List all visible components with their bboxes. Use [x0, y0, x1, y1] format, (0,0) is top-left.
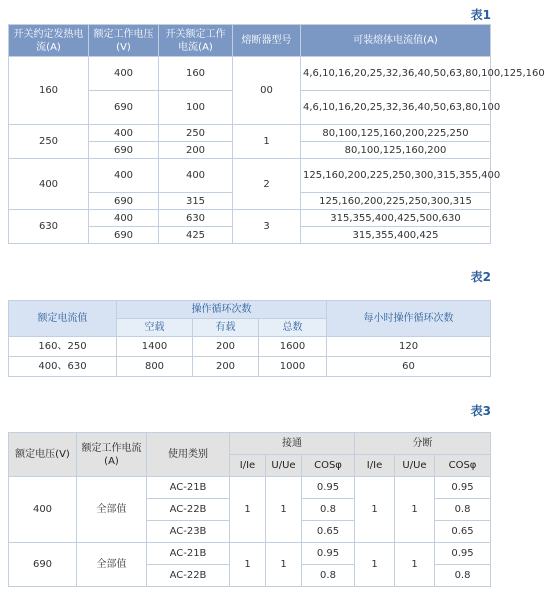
- cell-break-cos: 0.8: [435, 565, 491, 587]
- subheader-make-i: I/Ie: [230, 455, 266, 477]
- header-make: 接通: [230, 433, 355, 455]
- operation-cycles-table: [8, 300, 491, 377]
- cell-no-load: 1400: [117, 337, 193, 357]
- cell-make-cos: 0.65: [302, 521, 355, 543]
- header-rated-current: 额定电流值: [9, 301, 117, 337]
- header-conventional-current: 开关约定发热电流(A): [9, 25, 89, 57]
- cell-break-u: 1: [395, 477, 435, 543]
- cell-break-cos: 0.8: [435, 499, 491, 521]
- header-rated-current: 额定工作电流(A): [77, 433, 147, 477]
- cell-voltage: 690: [89, 227, 159, 244]
- cell-break-i: 1: [355, 477, 395, 543]
- cell-current: 160: [9, 57, 89, 125]
- cell-current: 630: [9, 210, 89, 244]
- subheader-break-i: I/Ie: [355, 455, 395, 477]
- cell-voltage: 400: [89, 159, 159, 193]
- cell-break-i: 1: [355, 543, 395, 587]
- cell-current: 250: [9, 125, 89, 159]
- table2-caption: 表2: [470, 270, 491, 284]
- cell-per-hour: 60: [327, 357, 491, 377]
- cell-values: 80,100,125,160,200: [301, 142, 491, 159]
- cell-values: 80,100,125,160,200,225,250: [301, 125, 491, 142]
- cell-break-cos: 0.95: [435, 477, 491, 499]
- header-rated-current: 开关额定工作电流(A): [159, 25, 233, 57]
- cell-rated: 100: [159, 91, 233, 125]
- cell-rated: 630: [159, 210, 233, 227]
- subheader-load: 有载: [193, 319, 259, 337]
- cell-category: AC-22B: [147, 565, 230, 587]
- cell-category: AC-22B: [147, 499, 230, 521]
- cell-rated: 160、250: [9, 337, 117, 357]
- breaking-capacity-table: [8, 432, 491, 587]
- cell-values: 4,6,10,16,20,25,32,36,40,50,63,80,100: [301, 91, 491, 125]
- header-cycles-per-hour: 每小时操作循环次数: [327, 301, 491, 337]
- cell-values: 125,160,200,225,250,300,315: [301, 193, 491, 210]
- cell-per-hour: 120: [327, 337, 491, 357]
- cell-current: 全部值: [77, 543, 147, 587]
- cell-make-cos: 0.95: [302, 543, 355, 565]
- subheader-make-u: U/Ue: [266, 455, 302, 477]
- header-operation-cycles: 操作循环次数: [117, 301, 327, 319]
- cell-category: AC-21B: [147, 477, 230, 499]
- cell-total: 1000: [259, 357, 327, 377]
- subheader-make-cos: COSφ: [302, 455, 355, 477]
- header-fuse-values: 可装熔体电流值(A): [301, 25, 491, 57]
- header-category: 使用类别: [147, 433, 230, 477]
- cell-values: 315,355,400,425,500,630: [301, 210, 491, 227]
- header-rated-voltage: 额定工作电压(V): [89, 25, 159, 57]
- cell-make-cos: 0.8: [302, 565, 355, 587]
- cell-category: AC-23B: [147, 521, 230, 543]
- cell-rated: 160: [159, 57, 233, 91]
- cell-rated: 250: [159, 125, 233, 142]
- cell-current: 400: [9, 159, 89, 210]
- cell-break-u: 1: [395, 543, 435, 587]
- cell-fuse: 2: [233, 159, 301, 210]
- cell-total: 1600: [259, 337, 327, 357]
- table1-caption: 表1: [470, 8, 491, 22]
- cell-rated: 425: [159, 227, 233, 244]
- cell-voltage: 400: [89, 57, 159, 91]
- table3-caption: 表3: [470, 404, 491, 418]
- cell-make-u: 1: [266, 543, 302, 587]
- header-fuse-type: 熔断器型号: [233, 25, 301, 57]
- cell-voltage: 400: [89, 210, 159, 227]
- cell-voltage: 400: [9, 477, 77, 543]
- subheader-no-load: 空载: [117, 319, 193, 337]
- fuse-rating-table: [8, 24, 545, 244]
- cell-no-load: 800: [117, 357, 193, 377]
- cell-make-i: 1: [230, 543, 266, 587]
- cell-make-cos: 0.95: [302, 477, 355, 499]
- cell-fuse: 1: [233, 125, 301, 159]
- cell-voltage: 690: [9, 543, 77, 587]
- cell-make-i: 1: [230, 477, 266, 543]
- subheader-break-cos: COSφ: [435, 455, 491, 477]
- cell-current: 全部值: [77, 477, 147, 543]
- cell-break-cos: 0.95: [435, 543, 491, 565]
- cell-voltage: 400: [89, 125, 159, 142]
- cell-rated: 315: [159, 193, 233, 210]
- cell-values: 4,6,10,16,20,25,32,36,40,50,63,80,100,125,160: [301, 57, 491, 91]
- subheader-break-u: U/Ue: [395, 455, 435, 477]
- cell-voltage: 690: [89, 193, 159, 210]
- cell-rated: 400: [159, 159, 233, 193]
- subheader-total: 总数: [259, 319, 327, 337]
- cell-fuse: 3: [233, 210, 301, 244]
- cell-values: 315,355,400,425: [301, 227, 491, 244]
- cell-values: 125,160,200,225,250,300,315,355,400: [301, 159, 491, 193]
- header-break: 分断: [355, 433, 491, 455]
- cell-break-cos: 0.65: [435, 521, 491, 543]
- header-rated-voltage: 额定电压(V): [9, 433, 77, 477]
- cell-make-cos: 0.8: [302, 499, 355, 521]
- cell-rated: 400、630: [9, 357, 117, 377]
- cell-voltage: 690: [89, 142, 159, 159]
- cell-fuse: 00: [233, 57, 301, 125]
- cell-voltage: 690: [89, 91, 159, 125]
- cell-load: 200: [193, 337, 259, 357]
- cell-load: 200: [193, 357, 259, 377]
- cell-category: AC-21B: [147, 543, 230, 565]
- cell-make-u: 1: [266, 477, 302, 543]
- cell-rated: 200: [159, 142, 233, 159]
